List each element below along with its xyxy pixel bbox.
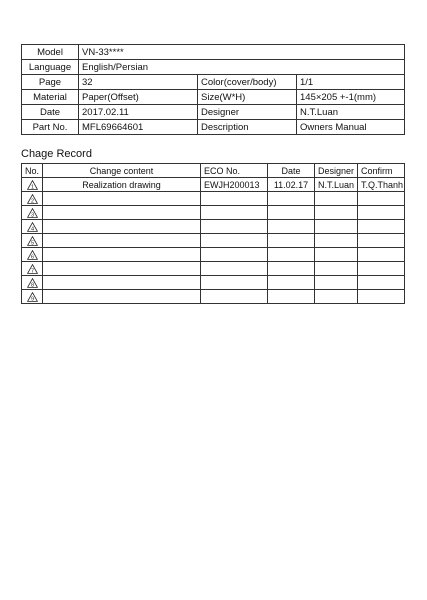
revision-number: 8 <box>30 282 34 289</box>
confirm-cell: T.Q.Thanh <box>358 178 405 192</box>
revision-triangle-icon <box>27 180 38 190</box>
spec-row <box>22 105 405 120</box>
table-row <box>22 234 405 248</box>
eco-cell: EWJH200013 <box>201 178 268 192</box>
eco-cell <box>201 234 268 248</box>
confirm-cell <box>358 192 405 206</box>
revision-triangle-icon <box>27 292 38 302</box>
date-cell <box>268 248 315 262</box>
eco-cell <box>201 290 268 304</box>
spec-label: Designer <box>198 105 297 120</box>
revision-number-cell <box>22 262 43 276</box>
spec-value: 32 <box>79 75 198 90</box>
confirm-cell <box>358 276 405 290</box>
eco-cell <box>201 248 268 262</box>
spec-row <box>22 75 405 90</box>
revision-number: 7 <box>30 268 34 275</box>
revision-number: 9 <box>30 296 34 303</box>
revision-number: 4 <box>30 226 34 233</box>
revision-triangle-icon <box>27 264 38 274</box>
designer-cell <box>315 276 358 290</box>
spec-label: Model <box>22 45 79 60</box>
revision-number-cell <box>22 206 43 220</box>
spec-value: 1/1 <box>297 75 405 90</box>
eco-cell <box>201 220 268 234</box>
spec-row <box>22 120 405 135</box>
header-confirm: Confirm <box>358 164 405 178</box>
designer-cell <box>315 248 358 262</box>
designer-cell <box>315 206 358 220</box>
eco-cell <box>201 206 268 220</box>
change-content-cell <box>43 220 201 234</box>
table-row <box>22 220 405 234</box>
change-content-cell <box>43 248 201 262</box>
header-no: No. <box>22 164 43 178</box>
eco-cell <box>201 192 268 206</box>
change-record-table <box>21 163 405 304</box>
change-content-cell <box>43 206 201 220</box>
confirm-cell <box>358 206 405 220</box>
spec-label: Description <box>198 120 297 135</box>
table-row <box>22 178 405 192</box>
revision-number: 6 <box>30 254 34 261</box>
revision-triangle-icon <box>27 278 38 288</box>
header-date: Date <box>268 164 315 178</box>
date-cell <box>268 192 315 206</box>
date-cell <box>268 206 315 220</box>
date-cell <box>268 220 315 234</box>
change-record-header <box>22 164 405 178</box>
header-change-content: Change content <box>43 164 201 178</box>
revision-triangle-icon <box>27 194 38 204</box>
spec-value: English/Persian <box>79 60 405 75</box>
revision-number: 2 <box>30 198 34 205</box>
spec-value: Owners Manual <box>297 120 405 135</box>
spec-value: Paper(Offset) <box>79 90 198 105</box>
table-row <box>22 248 405 262</box>
date-cell <box>268 276 315 290</box>
spec-value: MFL69664601 <box>79 120 198 135</box>
table-row <box>22 192 405 206</box>
change-content-cell: Realization drawing <box>43 178 201 192</box>
spec-value: 145×205 +-1(mm) <box>297 90 405 105</box>
revision-number-cell <box>22 276 43 290</box>
confirm-cell <box>358 248 405 262</box>
spec-row <box>22 60 405 75</box>
designer-cell <box>315 262 358 276</box>
eco-cell <box>201 276 268 290</box>
change-record-title: Chage Record <box>21 148 92 160</box>
revision-number-cell <box>22 290 43 304</box>
revision-number-cell <box>22 178 43 192</box>
date-cell <box>268 262 315 276</box>
confirm-cell <box>358 290 405 304</box>
spec-table <box>21 44 405 135</box>
eco-cell <box>201 262 268 276</box>
date-cell <box>268 290 315 304</box>
spec-label: Color(cover/body) <box>198 75 297 90</box>
revision-number: 1 <box>30 184 34 191</box>
revision-triangle-icon <box>27 250 38 260</box>
revision-number-cell <box>22 192 43 206</box>
table-row <box>22 206 405 220</box>
confirm-cell <box>358 234 405 248</box>
revision-triangle-icon <box>27 236 38 246</box>
revision-number-cell <box>22 234 43 248</box>
date-cell: 11.02.17 <box>268 178 315 192</box>
spec-label: Page <box>22 75 79 90</box>
revision-triangle-icon <box>27 222 38 232</box>
revision-number: 3 <box>30 212 34 219</box>
header-designer: Designer <box>315 164 358 178</box>
confirm-cell <box>358 220 405 234</box>
header-eco: ECO No. <box>201 164 268 178</box>
table-row <box>22 262 405 276</box>
spec-label: Size(W*H) <box>198 90 297 105</box>
spec-value: VN-33**** <box>79 45 405 60</box>
spec-label: Part No. <box>22 120 79 135</box>
revision-triangle-icon <box>27 208 38 218</box>
revision-number-cell <box>22 220 43 234</box>
table-row <box>22 276 405 290</box>
revision-number-cell <box>22 248 43 262</box>
spec-value: N.T.Luan <box>297 105 405 120</box>
confirm-cell <box>358 262 405 276</box>
designer-cell <box>315 234 358 248</box>
spec-label: Date <box>22 105 79 120</box>
change-content-cell <box>43 234 201 248</box>
change-content-cell <box>43 262 201 276</box>
spec-row <box>22 90 405 105</box>
spec-value: 2017.02.11 <box>79 105 198 120</box>
change-content-cell <box>43 276 201 290</box>
change-record-body <box>22 178 405 304</box>
designer-cell <box>315 290 358 304</box>
designer-cell: N.T.Luan <box>315 178 358 192</box>
date-cell <box>268 234 315 248</box>
table-row <box>22 290 405 304</box>
spec-label: Language <box>22 60 79 75</box>
change-content-cell <box>43 192 201 206</box>
spec-label: Material <box>22 90 79 105</box>
spec-row <box>22 45 405 60</box>
revision-number: 5 <box>30 240 34 247</box>
designer-cell <box>315 192 358 206</box>
change-content-cell <box>43 290 201 304</box>
designer-cell <box>315 220 358 234</box>
